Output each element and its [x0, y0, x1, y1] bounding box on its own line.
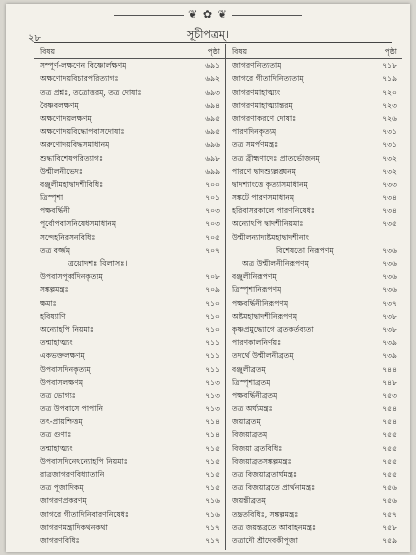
toc-entry	[226, 349, 402, 362]
entry-title: জয়ন্তীব্রতম্	[232, 496, 266, 506]
entry-title: উপবাসপূর্ব্বদিনকৃত্যম্	[40, 272, 103, 282]
entry-title: শুদ্ধাবিশেষপরিত্যাগঃ	[40, 153, 104, 163]
toc-entry	[34, 86, 225, 99]
toc-entry	[226, 152, 402, 165]
toc-entry	[226, 481, 402, 494]
entry-title: তদর্থে উন্মীলনীব্রতম্	[232, 351, 294, 361]
entry-page-number: ৭৩২	[382, 166, 397, 176]
toc-entry	[226, 494, 402, 507]
entry-title: সঙ্কল্পমন্ত্রঃ	[40, 285, 69, 295]
entry-title: জাগরে গীতাদিনিত্যতাম্	[232, 74, 304, 84]
entry-page-number: ৭১৫	[205, 483, 220, 493]
toc-entry	[34, 99, 225, 112]
toc-entry	[34, 363, 225, 376]
toc-entry	[226, 244, 402, 257]
toc-entry	[226, 191, 402, 204]
toc-entry	[226, 363, 402, 376]
toc-entry	[34, 323, 225, 336]
entry-page-number: ৭৪৮	[382, 377, 397, 387]
entry-title: তত্র বিজয়াব্রতে প্রার্থনামন্ত্রঃ	[232, 483, 316, 493]
entry-page-number: ৭৩৪	[382, 193, 397, 203]
toc-entry	[34, 217, 225, 230]
toc-entry	[34, 152, 225, 165]
entry-page-number: ৭০০	[205, 179, 220, 189]
entry-page-number: ৭০১	[205, 193, 220, 203]
entry-title: জাগরণনিত্যতাম্	[232, 61, 282, 71]
header-ornament	[6, 8, 410, 22]
right-entries	[226, 44, 402, 547]
entry-title: অরুণোদয়বিদ্ধসমাধানম্	[40, 140, 110, 150]
entry-page-number: ৭৩৬	[382, 245, 397, 255]
entry-title: অন্যোহপি নিয়মাঃ	[40, 324, 94, 334]
entry-title: অষ্টমহাদ্বাদশীনিরূপণম্	[232, 311, 298, 321]
entry-title: বিজয়াব্রতসঙ্কল্পমন্ত্রঃ	[232, 456, 292, 466]
entry-title: হবিষ্যাণি	[40, 311, 66, 321]
entry-page-number: ৭১১	[205, 338, 220, 348]
toc-entry	[226, 534, 402, 547]
entry-title: পারণকালনির্ণয়ঃ	[232, 338, 282, 348]
entry-title: তত্র ব্রীহ্মণাদেঃ প্রাতর্ভোজনম্	[232, 153, 320, 163]
toc-entry	[34, 415, 225, 428]
entry-page-number: ৭০৭	[205, 245, 220, 255]
entry-page-number: ৭০৩	[205, 219, 220, 229]
entry-title: তত্র উপবাসে পাপানি	[40, 404, 104, 414]
entry-title: অক্ষণোদয়লক্ষণম্	[40, 113, 92, 123]
toc-entry	[226, 86, 402, 99]
entry-page-number: ৭৫৯	[382, 535, 397, 545]
toc-entry	[226, 415, 402, 428]
entry-page-number: ৭৩৪	[382, 206, 397, 216]
entry-page-number: ৭১৪	[205, 417, 220, 427]
column-header-row	[226, 45, 402, 59]
entry-page-number: ৭০৮	[205, 272, 220, 282]
entry-title: পক্ষবর্দ্ধিনীব্রতম্	[232, 390, 278, 400]
entry-page-number: ৭৫৫	[382, 456, 397, 466]
entry-title: ত্রয়োদশঃ বিলাসঃ।	[68, 259, 128, 268]
entry-page-number: ৭৩৬	[382, 259, 397, 268]
document-page	[6, 4, 410, 552]
entry-title: তন্মাহাত্ম্যং	[40, 443, 73, 453]
contents-table	[34, 44, 402, 550]
toc-entry	[226, 165, 402, 178]
entry-page-number: ৭৫৫	[382, 430, 397, 440]
entry-page-number: ৭১০	[205, 298, 220, 308]
entry-page-number: ৭১৭	[205, 535, 220, 545]
entry-title: উপবাসলক্ষণম্	[40, 377, 84, 387]
toc-entry	[226, 428, 402, 441]
toc-entry	[34, 165, 225, 178]
entry-title: বৈষ্ণবলক্ষণম্	[40, 100, 79, 110]
subject-header: বিষয়	[40, 47, 56, 56]
toc-entry	[34, 428, 225, 441]
toc-entry	[34, 125, 225, 138]
toc-entry	[34, 336, 225, 349]
entry-title: জাগরণমাহাত্ম্যান্তরম্	[232, 100, 293, 110]
entry-title: উপবাসদিনকৃত্যম্	[40, 364, 91, 374]
entry-title: অন্যোঽপি দ্বাদশীনিয়মাঃ	[232, 219, 304, 229]
toc-entry	[34, 349, 225, 362]
entry-page-number: ৭১৮	[382, 61, 397, 71]
toc-entry	[226, 270, 402, 283]
entry-page-number: ৭৩১	[382, 140, 397, 150]
entry-title: উন্মীলন্যাদ্যষ্টমহাদ্বাদশীনাং	[232, 232, 309, 242]
toc-entry	[226, 231, 402, 244]
toc-entry	[34, 112, 225, 125]
entry-page-number: ৭৩৮	[382, 311, 397, 321]
entry-page-number: ৬৯৩	[205, 87, 220, 97]
entry-page-number: ৭৩৩	[382, 179, 397, 189]
toc-entry	[226, 521, 402, 534]
entry-title: কৃষ্ণপ্রমুদ্ধ্যোগে ব্রতকর্তব্যতা	[232, 324, 314, 334]
entry-page-number: ৭৩৫	[382, 219, 397, 229]
entry-title: জয়াব্রতম্	[232, 417, 261, 427]
toc-entry	[34, 270, 225, 283]
entry-title: তত্র বর্জ্জম্	[40, 245, 71, 255]
entry-page-number: ৭৩৮	[382, 324, 397, 334]
toc-entry	[34, 376, 225, 389]
left-entries	[34, 44, 225, 547]
entry-title: অক্ষণোদয়বিচারপরিত্যাগঃ	[40, 74, 119, 84]
entry-title: বিজয়াব্রতম্	[232, 430, 268, 440]
entry-title: সম্পূর্ণ-লক্ষণেন বিষ্ণোর্লক্ষণম্	[40, 61, 127, 71]
entry-page-number: ৭৩৬	[382, 272, 397, 282]
entry-page-number: ৭০৫	[205, 232, 220, 242]
entry-title: বঞ্জুলীব্রতম্	[232, 364, 266, 374]
entry-page-number: ৭৪৪	[382, 364, 397, 374]
entry-title: তত্র ভোগ্যঃ	[40, 390, 76, 400]
entry-page-number: ৭৫৬	[382, 483, 397, 493]
toc-entry	[34, 310, 225, 323]
entry-page-number: ৭৩২	[382, 153, 397, 163]
entry-page-number: ৭৫৬	[382, 496, 397, 506]
toc-entry	[34, 521, 225, 534]
entry-page-number: ৬৯৫	[205, 127, 220, 137]
toc-entry	[34, 402, 225, 415]
entry-page-number: ৬৯৮	[205, 153, 220, 163]
toc-entry	[226, 389, 402, 402]
entry-title: পারণদিনকৃত্যম্	[232, 127, 277, 137]
entry-page-number: ৭২৩	[382, 100, 397, 110]
entry-page-number: ৭১১	[205, 351, 220, 361]
entry-page-number: ৭৫৭	[382, 509, 397, 519]
entry-title: তত্র অর্ঘ্যমন্ত্রঃ	[232, 404, 273, 414]
entry-title: জাগরণাকরণে দোষাঃ	[232, 113, 297, 123]
header-divider	[34, 42, 392, 43]
entry-title: ক্ষমাঃ	[40, 298, 57, 308]
toc-entry	[34, 389, 225, 402]
entry-title: বিশেষতো নিরূপণম্	[276, 245, 334, 255]
entry-title: অত্র উন্মীলনীনিরূপণম্	[242, 259, 309, 268]
entry-title: জাগরণপ্রকরণম্	[40, 496, 87, 506]
entry-page-number: ৭১৭	[205, 522, 220, 532]
toc-entry	[34, 283, 225, 296]
toc-entry	[34, 138, 225, 151]
entry-title: ত্রিস্পৃশা	[40, 193, 64, 203]
entry-title: উপবাসদিনেঽন্যোহপি নিয়মাঃ	[40, 456, 128, 466]
ornament-rule-right	[232, 15, 302, 16]
toc-entry	[34, 204, 225, 217]
toc-entry	[34, 468, 225, 481]
toc-entry	[226, 336, 402, 349]
entry-page-number: ৭৩৯	[382, 338, 397, 348]
toc-entry	[226, 178, 402, 191]
toc-entry	[34, 455, 225, 468]
toc-entry	[226, 468, 402, 481]
entry-page-number: ৭০৯	[205, 285, 220, 295]
page-header: পৃষ্ঠা	[384, 47, 397, 56]
toc-entry	[34, 442, 225, 455]
entry-title: তত্র জয়ন্তব্রতে আবাহনমন্ত্রঃ	[232, 522, 317, 532]
entry-page-number: ৭১৩	[205, 377, 220, 387]
entry-title: হরিবাসরকালে পারণনিষেধঃ	[232, 206, 315, 216]
entry-title: তৎ-প্রায়শ্চিত্তম্	[40, 417, 83, 427]
toc-entry	[226, 402, 402, 415]
entry-page-number: ৭১৩	[205, 390, 220, 400]
entry-title: অক্ষণোদয়বিদ্ধোপবাসদোষাঃ	[40, 127, 125, 137]
entry-page-number: ৬৯২	[205, 74, 220, 84]
entry-page-number: ৭২৬	[382, 113, 397, 123]
toc-entry	[226, 442, 402, 455]
ornament-motif-icon: ❦ ✿ ❦	[188, 8, 228, 21]
entry-page-number: ৭২০	[382, 87, 397, 97]
entry-title: তত্র প্রশ্নঃ, তত্রোত্তরম্, তত্র দোষাঃ	[40, 87, 142, 97]
entry-page-number: ৬৯৯	[205, 166, 220, 176]
entry-title: তত্র পূজাদিকম্	[40, 483, 84, 493]
toc-entry	[34, 231, 225, 244]
entry-title: উন্মীলনীভেদঃ	[40, 166, 83, 176]
toc-entry	[34, 494, 225, 507]
entry-page-number: ৭১৫	[205, 443, 220, 453]
entry-page-number: ৬৯১	[205, 61, 220, 71]
toc-entry	[226, 310, 402, 323]
toc-entry	[226, 376, 402, 389]
toc-entry	[226, 204, 402, 217]
entry-title: তত্র বিজয়াব্রতার্ঘমন্ত্রঃ	[232, 470, 298, 479]
entry-page-number: ৭১৬	[205, 496, 220, 506]
entry-page-number: ৭১৯	[382, 74, 397, 84]
column-header-row	[34, 45, 225, 59]
entry-page-number: ৭৩৯	[382, 351, 397, 361]
entry-page-number: ৭৫৪	[382, 404, 397, 414]
entry-page-number: ৬৯৫	[205, 113, 220, 123]
entry-title: তত্র সমর্পণমন্ত্রঃ	[232, 140, 279, 150]
entry-title: ত্রিস্পৃশানিরূপণম্	[232, 285, 282, 295]
entry-title: পূর্বোপবাসনিষেধসমাধানম্	[40, 219, 117, 229]
entry-page-number: ৭১১	[205, 364, 220, 374]
toc-entry	[226, 257, 402, 270]
toc-entry	[226, 297, 402, 310]
entry-page-number: ৭০৩	[205, 206, 220, 216]
entry-page-number: ৭১৩	[205, 404, 220, 414]
toc-entry	[226, 217, 402, 230]
entry-title: তত্র গুণাঃ	[40, 430, 72, 440]
entry-page-number: ৬৯৬	[205, 140, 220, 150]
entry-title: সন্দেহনিরসনবিধিঃ	[40, 232, 96, 242]
entry-page-number: ৭৫৩	[382, 390, 397, 400]
entry-title: ত্রিস্পৃশাব্রতম্	[232, 377, 271, 387]
entry-page-number: ৭১০	[205, 324, 220, 334]
entry-title: দ্বাদশ্যাংত্তে কৃত্যাসমাধানম্	[232, 179, 308, 189]
entry-page-number: ৭৫৪	[382, 417, 397, 427]
toc-entry	[34, 508, 225, 521]
toc-entry	[34, 191, 225, 204]
entry-title: রাত্রজাগরণবিধ্যাতানি	[40, 470, 105, 479]
entry-title: জাগরণবিধিঃ	[40, 535, 80, 545]
toc-entry	[226, 72, 402, 85]
toc-entry	[226, 508, 402, 521]
entry-title: পারণে দ্বাদশ্যুল্লঙ্ঘনম্	[232, 166, 296, 176]
entry-page-number: ৭১৬	[205, 509, 220, 519]
toc-entry	[34, 297, 225, 310]
entry-page-number: ৭৩১	[382, 127, 397, 137]
entry-title: তন্মাহাত্ম্যং	[40, 338, 73, 348]
toc-entry	[226, 323, 402, 336]
entry-page-number: ৭১৫	[205, 456, 220, 466]
entry-title: জাগরণমন্ত্রাদিকথনকথা	[40, 522, 108, 532]
entry-title: জাগরে গীতাদিনিবারণনিষেধঃ	[40, 509, 129, 519]
entry-title: জাগরণমাহাত্ম্যং	[232, 87, 281, 97]
entry-page-number: ৭১৪	[205, 430, 220, 440]
page-number: ২৮	[28, 33, 41, 44]
page-header: পৃষ্ঠা	[207, 47, 220, 56]
entry-page-number: ৭৩৭	[382, 298, 397, 308]
entry-page-number: ৬৯৪	[205, 100, 220, 110]
toc-entry	[34, 59, 225, 72]
toc-entry	[226, 125, 402, 138]
entry-title: বঞ্জুলীনিরূপণম্	[232, 272, 277, 282]
toc-entry	[34, 178, 225, 191]
entry-page-number: ৭৫৮	[382, 522, 397, 532]
toc-entry	[226, 99, 402, 112]
section-heading	[34, 257, 225, 270]
entry-title: পক্ষবর্দ্ধিনী	[40, 206, 70, 216]
entry-page-number: ৭১৫	[205, 470, 220, 479]
entry-page-number: ৭৩৬	[382, 285, 397, 295]
subject-header: বিষয়	[232, 47, 248, 56]
entry-title: বঞ্জুলীমহাদ্বাদশীবিধিঃ	[40, 179, 104, 189]
entry-title: সঙ্কটে পারণসমাধানম্	[232, 193, 295, 203]
entry-page-number: ৭৫৫	[382, 443, 397, 453]
left-column	[34, 44, 226, 550]
toc-entry	[226, 455, 402, 468]
entry-title: বিজয়া ব্রতবিধিঃ	[232, 443, 283, 453]
toc-entry	[34, 244, 225, 257]
toc-entry	[226, 138, 402, 151]
toc-entry	[226, 283, 402, 296]
entry-title: তত্রাদৌ শ্রীদেবকীপূজা	[232, 535, 298, 545]
entry-page-number: ৭৫৫	[382, 470, 397, 479]
entry-title: তদ্ব্রতবিধিঃ, সঙ্কল্পমন্ত্রঃ	[232, 509, 299, 519]
toc-entry	[34, 534, 225, 547]
right-column	[226, 44, 402, 550]
toc-entry	[226, 112, 402, 125]
toc-entry	[34, 481, 225, 494]
entry-title: একভক্তলক্ষণম্	[40, 351, 85, 361]
toc-entry	[226, 59, 402, 72]
entry-title: পক্ষবর্দ্ধিনীনিরূপণম্	[232, 298, 289, 308]
toc-entry	[34, 72, 225, 85]
entry-page-number: ৭১০	[205, 311, 220, 321]
ornament-rule-left	[114, 15, 184, 16]
page-title: সূচীপত্রম্।	[187, 28, 229, 41]
